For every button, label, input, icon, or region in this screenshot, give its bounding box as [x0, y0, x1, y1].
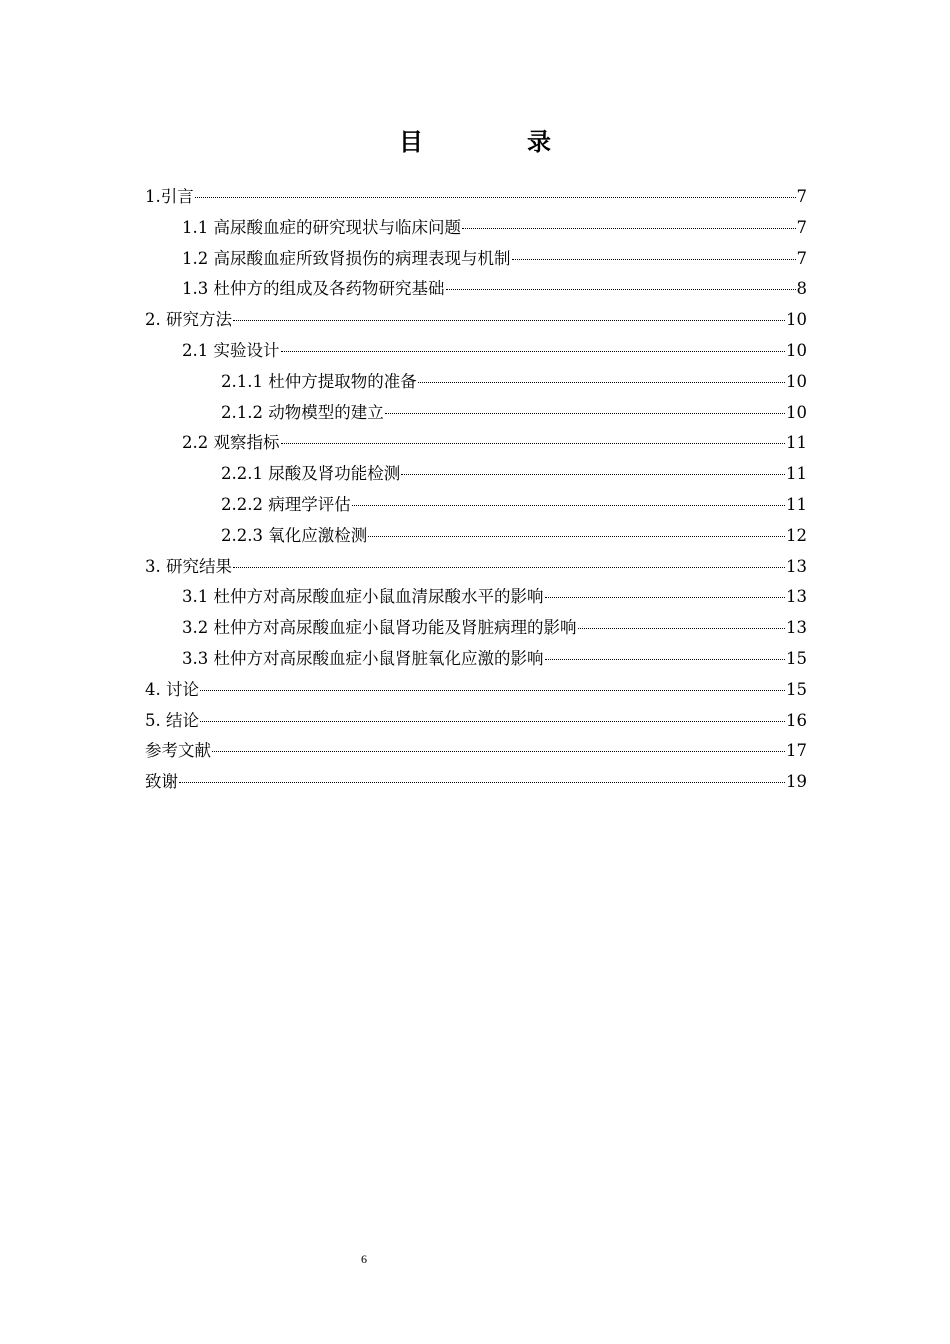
toc-entry-page: 10 — [786, 340, 807, 360]
toc-entry-label: 5. 结论 — [145, 710, 199, 730]
toc-entry-page: 11 — [786, 433, 807, 453]
toc-leader-dots — [233, 320, 785, 321]
toc-leader-dots — [179, 782, 785, 783]
toc-entry[interactable] — [145, 707, 807, 738]
toc-entry-page: 10 — [786, 310, 807, 330]
toc-entry[interactable] — [145, 245, 807, 276]
toc-entry[interactable] — [145, 614, 807, 645]
toc-entry-label: 1.2 高尿酸血症所致肾损伤的病理表现与机制 — [182, 248, 511, 268]
toc-entry[interactable] — [145, 491, 807, 522]
toc-entry-label: 致谢 — [145, 772, 178, 792]
toc-leader-dots — [212, 751, 785, 752]
toc-entry-label: 2. 研究方法 — [145, 310, 232, 330]
toc-leader-dots — [446, 289, 796, 290]
toc-entry[interactable] — [145, 183, 807, 214]
toc-entry-label: 3.1 杜仲方对高尿酸血症小鼠血清尿酸水平的影响 — [182, 587, 544, 607]
toc-entry-label: 2.2.1 尿酸及肾功能检测 — [221, 464, 401, 484]
toc-entry-page: 13 — [786, 618, 807, 638]
page-number: 6 — [361, 1252, 367, 1266]
toc-leader-dots — [200, 690, 785, 691]
toc-entry-label: 2.2.2 病理学评估 — [221, 494, 351, 514]
toc-entry-label: 3.2 杜仲方对高尿酸血症小鼠肾功能及肾脏病理的影响 — [182, 618, 577, 638]
toc-entry-label: 2.2 观察指标 — [182, 433, 280, 453]
toc-entry-page: 15 — [786, 648, 807, 668]
toc-entry-label: 2.2.3 氧化应激检测 — [221, 525, 368, 545]
toc-entry-page: 12 — [786, 525, 807, 545]
toc-entry-page: 11 — [786, 464, 807, 484]
toc-leader-dots — [233, 567, 785, 568]
toc-entry-page: 11 — [786, 494, 807, 514]
toc-entry-page: 7 — [796, 187, 807, 206]
toc-leader-dots — [352, 505, 785, 506]
toc-leader-dots — [462, 228, 796, 229]
toc-entry[interactable] — [145, 645, 807, 676]
toc-entry-label: 3. 研究结果 — [145, 556, 232, 576]
toc-entry-label: 参考文献 — [145, 741, 211, 761]
toc-entry[interactable] — [145, 768, 807, 799]
toc-leader-dots — [200, 721, 785, 722]
toc-entry[interactable] — [145, 429, 807, 460]
toc-entry-label: 4. 讨论 — [145, 679, 199, 699]
toc-leader-dots — [545, 659, 786, 660]
toc-leader-dots — [281, 351, 786, 352]
toc-entry-label: 1.引言 — [145, 187, 194, 206]
toc-entry[interactable] — [145, 214, 807, 245]
toc-leader-dots — [512, 259, 796, 260]
toc-entry-label: 2.1.1 杜仲方提取物的准备 — [221, 371, 417, 391]
toc-entry-label: 3.3 杜仲方对高尿酸血症小鼠肾脏氧化应激的影响 — [182, 648, 544, 668]
toc-entry[interactable] — [145, 737, 807, 768]
toc-leader-dots — [401, 474, 785, 475]
toc-entry-page: 10 — [786, 402, 807, 422]
toc-entry-page: 13 — [786, 556, 807, 576]
toc-entry-label: 2.1.2 动物模型的建立 — [221, 402, 384, 422]
toc-entry-page: 15 — [786, 679, 807, 699]
toc-entry-page: 16 — [786, 710, 807, 730]
toc-entry[interactable] — [145, 522, 807, 553]
toc-entry-page: 7 — [796, 217, 807, 237]
toc-leader-dots — [195, 197, 796, 198]
toc-leader-dots — [368, 536, 785, 537]
toc-entry-label: 1.1 高尿酸血症的研究现状与临床问题 — [182, 217, 461, 237]
toc-leader-dots — [545, 597, 786, 598]
toc-entry[interactable] — [145, 275, 807, 306]
toc-title: 目 录 — [399, 128, 591, 156]
toc-entry-page: 10 — [786, 371, 807, 391]
toc-leader-dots — [281, 443, 786, 444]
toc-leader-dots — [418, 382, 785, 383]
toc-entry-label: 1.3 杜仲方的组成及各药物研究基础 — [182, 279, 445, 299]
toc-entry[interactable] — [145, 306, 807, 337]
toc-entry-label: 2.1 实验设计 — [182, 340, 280, 360]
table-of-contents — [145, 183, 807, 799]
toc-entry[interactable] — [145, 368, 807, 399]
toc-entry-page: 19 — [786, 772, 807, 792]
toc-leader-dots — [578, 628, 786, 629]
toc-entry-page: 7 — [796, 248, 807, 268]
toc-entry[interactable] — [145, 676, 807, 707]
toc-leader-dots — [385, 413, 785, 414]
toc-entry[interactable] — [145, 583, 807, 614]
toc-entry-page: 17 — [786, 741, 807, 761]
toc-entry[interactable] — [145, 460, 807, 491]
toc-entry[interactable] — [145, 337, 807, 368]
toc-entry[interactable] — [145, 553, 807, 584]
toc-entry[interactable] — [145, 399, 807, 430]
toc-entry-page: 13 — [786, 587, 807, 607]
toc-entry-page: 8 — [796, 279, 807, 299]
